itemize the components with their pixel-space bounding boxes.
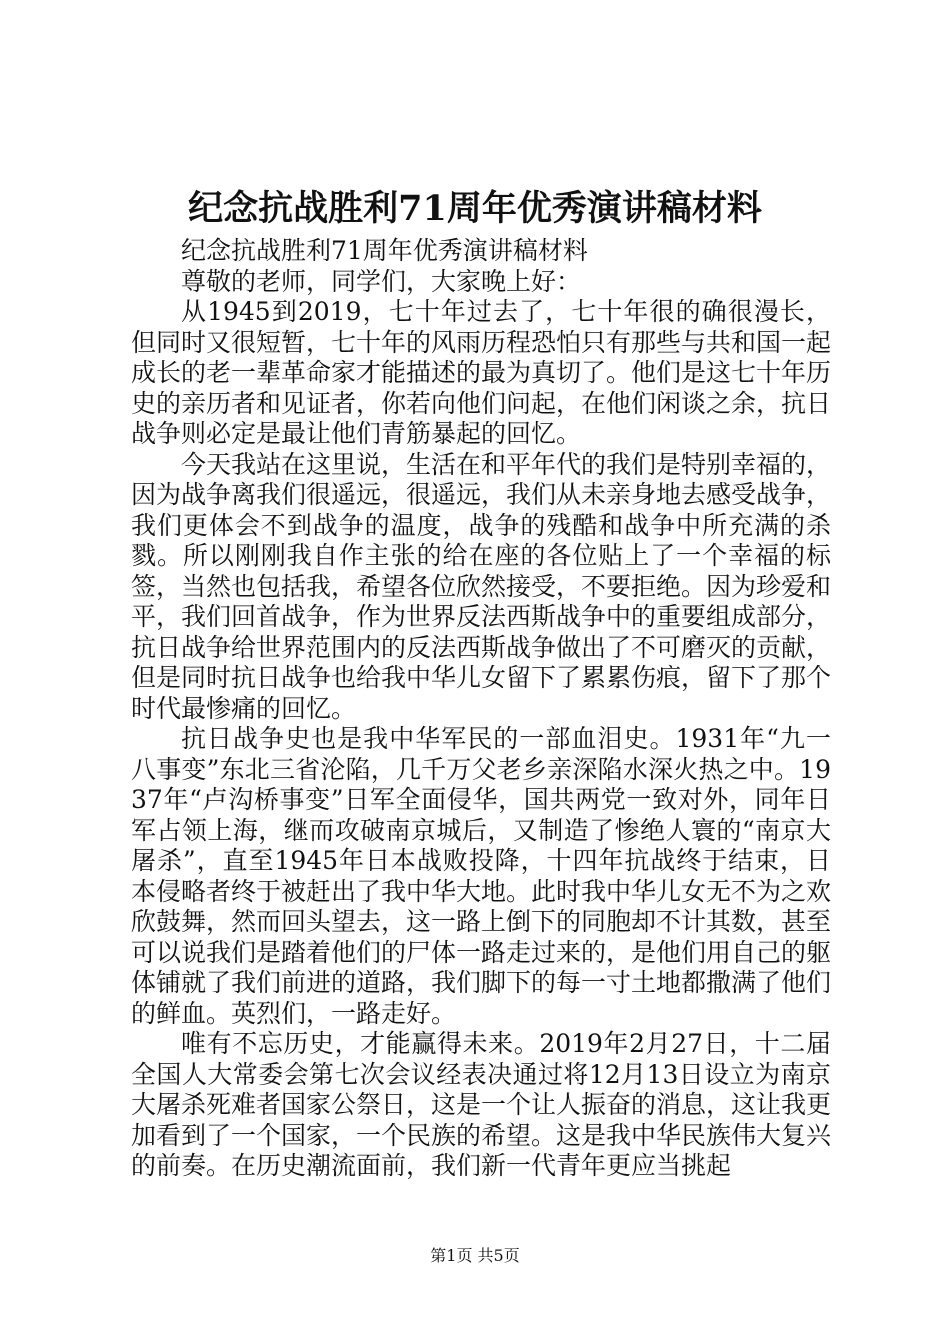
paragraph-subtitle: 纪念抗战胜利71周年优秀演讲稿材料 — [181, 236, 588, 265]
paragraph-body: 从1945到2019，七十年过去了，七十年很的确很漫长，但同时又很短暂，七十年的风雨历程恐怕只有那些与共和国一起成长的老一辈革命家才能描述的最为真切了。他们是这七十年历史的亲历者和见证者，你若向他们问起，在他们闲谈之余，抗日战争则必定是最让他们青筋暴起的回忆。 — [131, 297, 832, 448]
paragraph-body: 抗日战争史也是我中华军民的一部血泪史。1931年“九一八事变”东北三省沦陷，几千万父老乡亲深陷水深火热之中。1937年“卢沟桥事变”日军全面侵华，国共两党一致对外，同年日军占领上海，继而攻破南京城后，又制造了惨绝人寰的“南京大屠杀”，直至1945年日本战败投降，十四年抗战终于结束，日本侵略者终于被赶出了我中华大地。此时我中华儿女无不为之欢欣鼓舞，然而回头望去，这一路上倒下的同胞却不计其数，甚至可以说我们是踏着他们的尸体一路走过来的，是他们用自己的躯体铺就了我们前进的道路，我们脚下的每一寸土地都撒满了他们的鲜血。英烈们，一路走好。 — [131, 724, 832, 1028]
paragraph-greeting: 尊敬的老师，同学们，大家晚上好： — [181, 266, 582, 296]
paragraph-body: 今天我站在这里说，生活在和平年代的我们是特别幸福的，因为战争离我们很遥远，很遥远，我们从未亲身地去感受战争，我们更体会不到战争的温度，战争的残酷和战争中所充满的杀戮。所以刚刚我自作主张的给在座的各位贴上了一个幸福的标签，当然也包括我，希望各位欣然接受，不要拒绝。因为珍爱和平，我们回首战争，作为世界反法西斯战争中的重要组成部分，抗日战争给世界范围内的反法西斯战争做出了不可磨灭的贡献，但是同时抗日战争也给我中华儿女留下了累累伤痕，留下了那个时代最惨痛的回忆。 — [131, 449, 832, 723]
document-body — [131, 236, 831, 1182]
document-title: 纪念抗战胜利71周年优秀演讲稿材料 — [188, 188, 762, 229]
paragraph-body: 唯有不忘历史，才能赢得未来。2019年2月27日，十二届全国人大常委会第七次会议经表决通过将12月13日设立为南京大屠杀死难者国家公祭日，这是一个让人振奋的消息，这让我更加看到了一个国家，一个民族的希望。这是我中华民族伟大复兴的前奏。在历史潮流面前，我们新一代青年更应当挑起 — [131, 1029, 832, 1180]
page-number: 第1页 共5页 — [430, 1246, 520, 1265]
